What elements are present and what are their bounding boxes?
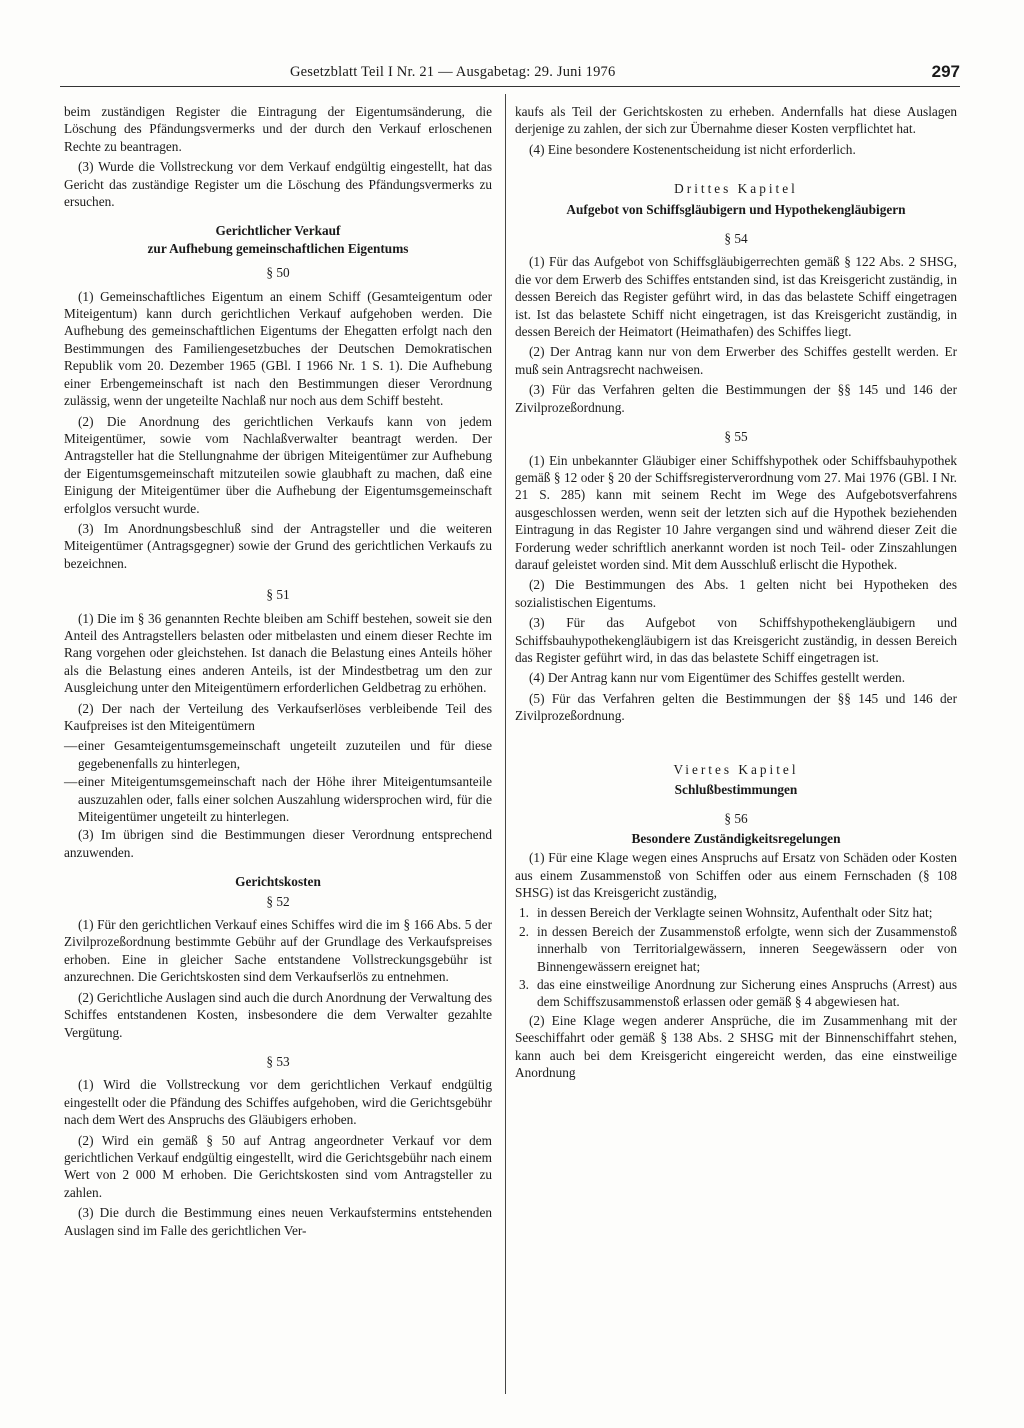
paragraph: kaufs als Teil der Gerichtskosten zu erheben. Andernfalls hat diese Auslagen derjenige zu zahlen, der sich zur Übernahme dieser Kosten verpflichtet hat. [515, 104, 957, 137]
paragraph-number: § 53 [266, 1053, 290, 1069]
section-heading: Gerichtlicher Verkauf [215, 223, 341, 239]
list-item-text: das eine einstweilige Anordnung zur Sicherung eines Anspruchs (Arrest) aus dem Schiffszusammenstoß erlassen oder gemäß § 4 abgewiesen hat. [537, 977, 957, 1010]
paragraph: (1) Die im § 36 genannten Rechte bleiben am Schiff bestehen, soweit sie den Anteil des Antragstellers belasten oder mitbelasten und einem dieser Rechte im Rang vorgehen oder gleichstehen. Ist danach die Belastung eines Anteils höher als die Belastung eines anderen Anteils, ist der Mindestbetrag um den zur Ausgleichung unter den Miteigentümern erforderlichen Geldbetrag zu erhöhen. [64, 610, 492, 696]
list-item-text: einer Miteigentumsgemeinschaft nach der Höhe ihrer Miteigentumsanteile auszuzahlen oder, falls einer solchen Auszahlung widersprochen wird, für die Miteigentümer ungeteilt zu hinterlegen. [78, 774, 492, 825]
paragraph-number: § 52 [266, 893, 290, 909]
list-item-text: in dessen Bereich der Verklagte seinen Wohnsitz, Aufenthalt oder Sitz hat; [537, 905, 933, 921]
paragraph-number: § 54 [724, 231, 748, 247]
paragraph: (3) Die durch die Bestimmung eines neuen Verkaufstermins entstehenden Auslagen sind im Falle des gerichtlichen Ver- [64, 1205, 492, 1238]
paragraph: (2) Die Bestimmungen des Abs. 1 gelten nicht bei Hypotheken des sozialistischen Eigentums. [515, 577, 957, 610]
chapter-title: Schlußbestimmungen [674, 782, 798, 797]
paragraph: (2) Eine Klage wegen anderer Ansprüche, die im Zusammenhang mit der Seeschiffahrt oder gemäß § 138 Abs. 2 SHSG mit der Binnenschiffahrt stehen, kann auch bei dem Kreisgericht eingereicht werden, das eine einstweilige Anordnung [515, 1012, 957, 1081]
page-number: 297 [931, 62, 960, 81]
list-item [515, 976, 957, 1011]
list-item [64, 773, 492, 825]
paragraph: (4) Der Antrag kann nur vom Eigentümer des Schiffes gestellt werden. [529, 670, 906, 686]
section-heading: Gerichtskosten [235, 874, 321, 890]
paragraph: (2) Gerichtliche Auslagen sind auch die durch Anordnung der Verwaltung des Schiffes entstandenen Kosten, insbesondere die dem Verwalter gezahlte Vergütung. [64, 989, 492, 1040]
paragraph-number: § 51 [266, 587, 290, 603]
column-divider [505, 94, 506, 1394]
list-item-text: in dessen Bereich der Zusammenstoß erfolgte, wenn sich der Zusammenstoß innerhalb von Territorialgewässern, inneren Seegewässern oder von Binnengewässern ereignet hat; [537, 923, 957, 974]
running-title: Gesetzblatt Teil I Nr. 21 — Ausgabetag: 29. Juni 1976 [290, 64, 616, 80]
paragraph: (4) Eine besondere Kostenentscheidung ist nicht erforderlich. [529, 141, 856, 157]
section-heading: Besondere Zuständigkeitsregelungen [631, 830, 841, 846]
left-column [64, 103, 492, 1242]
paragraph: (1) Für den gerichtlichen Verkauf eines Schiffes wird die im § 166 Abs. 5 der Zivilprozeßordnung bestimmte Gebühr auf der Grundlage des Verkaufspreises erhoben. Eine in gleicher Sache entstandene Vollstreckungsgebühr ist anzurechnen. Die Gerichtskosten sind dem Verkaufserlös zu entnehmen. [64, 917, 492, 985]
paragraph: (2) Der Antrag kann nur von dem Erwerber des Schiffes gestellt werden. Er muß sein Antragsrecht nachweisen. [515, 344, 957, 377]
paragraph: (1) Ein unbekannter Gläubiger einer Schiffshypothek oder Schiffsbauhypothek gemäß § 12 oder § 20 der Schiffsregisterverordnung vom 27. Mai 1976 (GBl. I Nr. 21 S. 285) kann mit seinem Recht im Wege des Aufgebotsverfahrens ausgeschlossen werden, wenn seit der letzten sich auf die Hypothek beziehenden Eintragung in das Register 10 Jahre vergangen sind und während dieser Zeit die Forderung weder schriftlich anerkannt worden ist noch Teil- oder Zinszahlungen darauf geleistet worden sind. Mit dem Ausschluß erlischt die Hypothek. [515, 452, 957, 572]
paragraph: (2) Der nach der Verteilung des Verkaufserlöses verbleibende Teil des Kaufpreises ist den Miteigentümern [64, 700, 492, 733]
list-item-text: einer Gesamteigentumsgemeinschaft ungeteilt zuzuteilen und für diese gegebenenfalls zu hinterlegen, [78, 738, 492, 771]
paragraph-number: § 55 [724, 429, 748, 445]
paragraph: beim zuständigen Register die Eintragung der Eigentumsänderung, die Löschung des Pfändungsvermerks und der durch den Verkauf erloschenen Rechte zu beantragen. [64, 104, 492, 154]
paragraph: (3) Im übrigen sind die Bestimmungen dieser Verordnung entsprechend anzuwenden. [64, 827, 492, 860]
chapter-title: Aufgebot von Schiffsgläubigern und Hypothekengläubigern [566, 201, 906, 217]
section-heading: zur Aufhebung gemeinschaftlichen Eigentums [147, 240, 409, 256]
dash-marker: — [64, 738, 78, 754]
paragraph: (1) Für das Aufgebot von Schiffsgläubigerrechten gemäß § 122 Abs. 2 SHSG, die vor dem Erwerb des Schiffes entstanden sind, ist das Kreisgericht zuständig, in dessen Bereich das Register geführt wird, in das das belastete Schiff eingetragen ist. Ist das belastete Schiff nicht eingetragen, ist das Kreisgericht zuständig, in dessen Bereich der Heimatort (Heimathafen) des Schiffes liegt. [515, 254, 957, 340]
paragraph: (5) Für das Verfahren gelten die Bestimmungen der §§ 145 und 146 der Zivilprozeßordnung. [515, 690, 957, 724]
list-number: 3. [519, 977, 529, 993]
list-item [64, 737, 492, 772]
list-number: 2. [519, 923, 529, 939]
paragraph: (3) Für das Verfahren gelten die Bestimmungen der §§ 145 und 146 der Zivilprozeßordnung. [515, 382, 957, 415]
paragraph: (3) Wurde die Vollstreckung vor dem Verkauf endgültig eingestellt, hat das Gericht das zuständige Register um die Löschung des Pfändungsvermerks zu ersuchen. [64, 159, 492, 210]
paragraph: (2) Wird ein gemäß § 50 auf Antrag angeordneter Verkauf vor dem gerichtlichen Verkauf endgültig eingestellt, wird die Gerichtsgebühr nach einem Wert von 2 000 M erhoben. Die Gerichtskosten sind vom Antragsteller zu zahlen. [64, 1132, 492, 1200]
paragraph-number: § 56 [724, 811, 748, 827]
paragraph: (3) Im Anordnungsbeschluß sind der Antragsteller und die weiteren Miteigentümer (Antragsgegner) sowie der Grund des gerichtlichen Verkaufs zu bezeichnen. [64, 520, 492, 571]
paragraph: (1) Für eine Klage wegen eines Anspruchs auf Ersatz von Schäden oder Kosten aus einem Zusammenstoß von Schiffen oder aus einem Fernschaden (§ 108 SHSG) ist das Kreisgericht zuständig, [515, 850, 957, 901]
paragraph: (2) Die Anordnung des gerichtlichen Verkaufs kann von jedem Miteigentümer, sowie vom Nachlaßverwalter beantragt werden. Der Antragsteller hat die Stellungnahme der übrigen Miteigentümer zur Aufhebung der Eigentumsgemeinschaft mitzuteilen sowie glaubhaft zu machen, daß eine Einigung der Miteigentümer über die Aufhebung der Eigentumsgemeinschaft erfolglos versucht wurde. [64, 413, 492, 516]
paragraph: (3) Für das Aufgebot von Schiffshypothekengläubigern und Schiffsbauhypothekengläubigern ist das Kreisgericht zuständig, in dessen Bereich das Register geführt wird, in das das belastete Schiff eingetragen ist. [515, 615, 957, 665]
paragraph-number: § 50 [266, 265, 290, 281]
page-header [60, 64, 960, 87]
list-item [515, 923, 957, 975]
paragraph: (1) Wird die Vollstreckung vor dem gerichtlichen Verkauf endgültig eingestellt oder die Pfändung des Schiffes aufgehoben, wird die Gerichtsgebühr nach dem Wert des Anspruchs des Gläubigers erhoben. [64, 1077, 492, 1128]
dash-marker: — [64, 774, 78, 790]
right-column [515, 103, 957, 1085]
chapter-heading: Viertes Kapitel [673, 761, 799, 777]
chapter-heading: Drittes Kapitel [674, 181, 798, 197]
paragraph: (1) Gemeinschaftliches Eigentum an einem Schiff (Gesamteigentum oder Miteigentum) kann durch gerichtlichen Verkauf aufgehoben werden. Die Aufhebung des gemeinschaftlichen Eigentums der Ehegatten erfolgt nach den Bestimmungen des Familiengesetzbuches der Deutschen Demokratischen Republik vom 20. Dezember 1965 (GBl. I 1966 Nr. 1 S. 1). Die Aufhebung einer Erbengemeinschaft ist nach den Bestimmungen dieser Verordnung zulässig, wenn der ungeteilte Nachlaß nur noch aus dem Schiff besteht. [64, 288, 492, 409]
list-number: 1. [519, 905, 529, 921]
list-item [515, 904, 957, 921]
